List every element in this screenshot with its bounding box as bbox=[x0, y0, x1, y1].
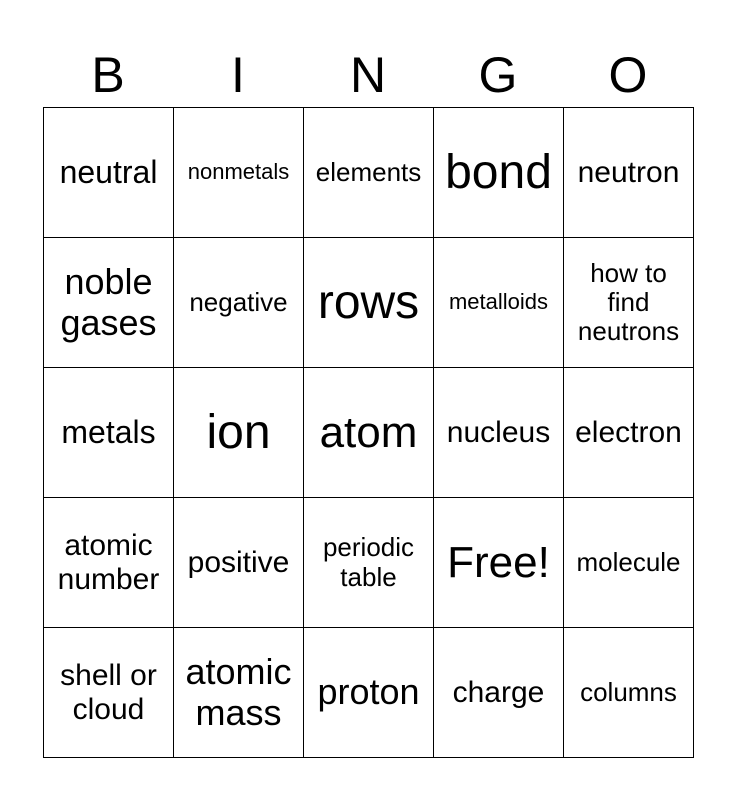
cell-label: neutral bbox=[59, 153, 158, 190]
cell-label: rows bbox=[317, 275, 420, 329]
cell-label: shell or cloud bbox=[60, 658, 157, 726]
bingo-cell-r5c3[interactable] bbox=[303, 627, 434, 758]
header-letter-n: N bbox=[349, 47, 387, 103]
bingo-board bbox=[43, 107, 693, 757]
bingo-cell-r3c4[interactable] bbox=[433, 367, 564, 498]
cell-label: metalloids bbox=[448, 289, 549, 315]
bingo-cell-r1c3[interactable] bbox=[303, 107, 434, 238]
cell-label: columns bbox=[580, 676, 677, 707]
bingo-cell-r5c5[interactable] bbox=[563, 627, 694, 758]
header-letter-i: I bbox=[231, 47, 245, 103]
cell-label: proton bbox=[317, 671, 420, 713]
bingo-cell-r4c5[interactable] bbox=[563, 497, 694, 628]
cell-label: metals bbox=[61, 413, 156, 450]
bingo-cell-r3c5[interactable] bbox=[563, 367, 694, 498]
cell-label: neutron bbox=[577, 155, 680, 189]
bingo-cell-r3c2[interactable] bbox=[173, 367, 304, 498]
cell-label: molecule bbox=[576, 546, 681, 577]
bingo-cell-r4c2[interactable] bbox=[173, 497, 304, 628]
cell-label: negative bbox=[189, 286, 288, 317]
bingo-cell-r4c3[interactable] bbox=[303, 497, 434, 628]
cell-label: ion bbox=[206, 405, 271, 459]
bingo-cell-r1c1[interactable] bbox=[43, 107, 174, 238]
bingo-cell-r2c5[interactable] bbox=[563, 237, 694, 368]
bingo-cell-r5c4[interactable] bbox=[433, 627, 564, 758]
free-space-cell[interactable] bbox=[433, 497, 564, 628]
bingo-cell-r2c2[interactable] bbox=[173, 237, 304, 368]
bingo-cell-r1c4[interactable] bbox=[433, 107, 564, 238]
cell-label: electron bbox=[575, 415, 682, 449]
bingo-cell-r4c1[interactable] bbox=[43, 497, 174, 628]
bingo-cell-r5c1[interactable] bbox=[43, 627, 174, 758]
cell-label: noble gases bbox=[60, 261, 157, 343]
cell-label: atomic mass bbox=[185, 651, 292, 733]
cell-label: bond bbox=[445, 145, 552, 199]
bingo-cell-r2c4[interactable] bbox=[433, 237, 564, 368]
cell-label: positive bbox=[187, 545, 290, 579]
bingo-cell-r3c1[interactable] bbox=[43, 367, 174, 498]
cell-label: atomic number bbox=[57, 528, 160, 596]
header-letter-o: O bbox=[608, 47, 648, 103]
cell-label: periodic table bbox=[322, 532, 415, 592]
bingo-cell-r2c3[interactable] bbox=[303, 237, 434, 368]
bingo-cell-r1c2[interactable] bbox=[173, 107, 304, 238]
bingo-cell-r2c1[interactable] bbox=[43, 237, 174, 368]
bingo-cell-r1c5[interactable] bbox=[563, 107, 694, 238]
cell-label: nucleus bbox=[446, 415, 551, 449]
cell-label: how to find neutrons bbox=[577, 257, 680, 347]
header-letter-g: G bbox=[478, 47, 518, 103]
cell-label: atom bbox=[319, 407, 418, 457]
bingo-cell-r3c3[interactable] bbox=[303, 367, 434, 498]
cell-label: Free! bbox=[447, 537, 550, 587]
cell-label: charge bbox=[452, 675, 545, 709]
bingo-cell-r5c2[interactable] bbox=[173, 627, 304, 758]
bingo-header bbox=[43, 44, 693, 106]
cell-label: elements bbox=[315, 156, 422, 187]
header-letter-b: B bbox=[91, 47, 125, 103]
cell-label: nonmetals bbox=[187, 159, 290, 185]
